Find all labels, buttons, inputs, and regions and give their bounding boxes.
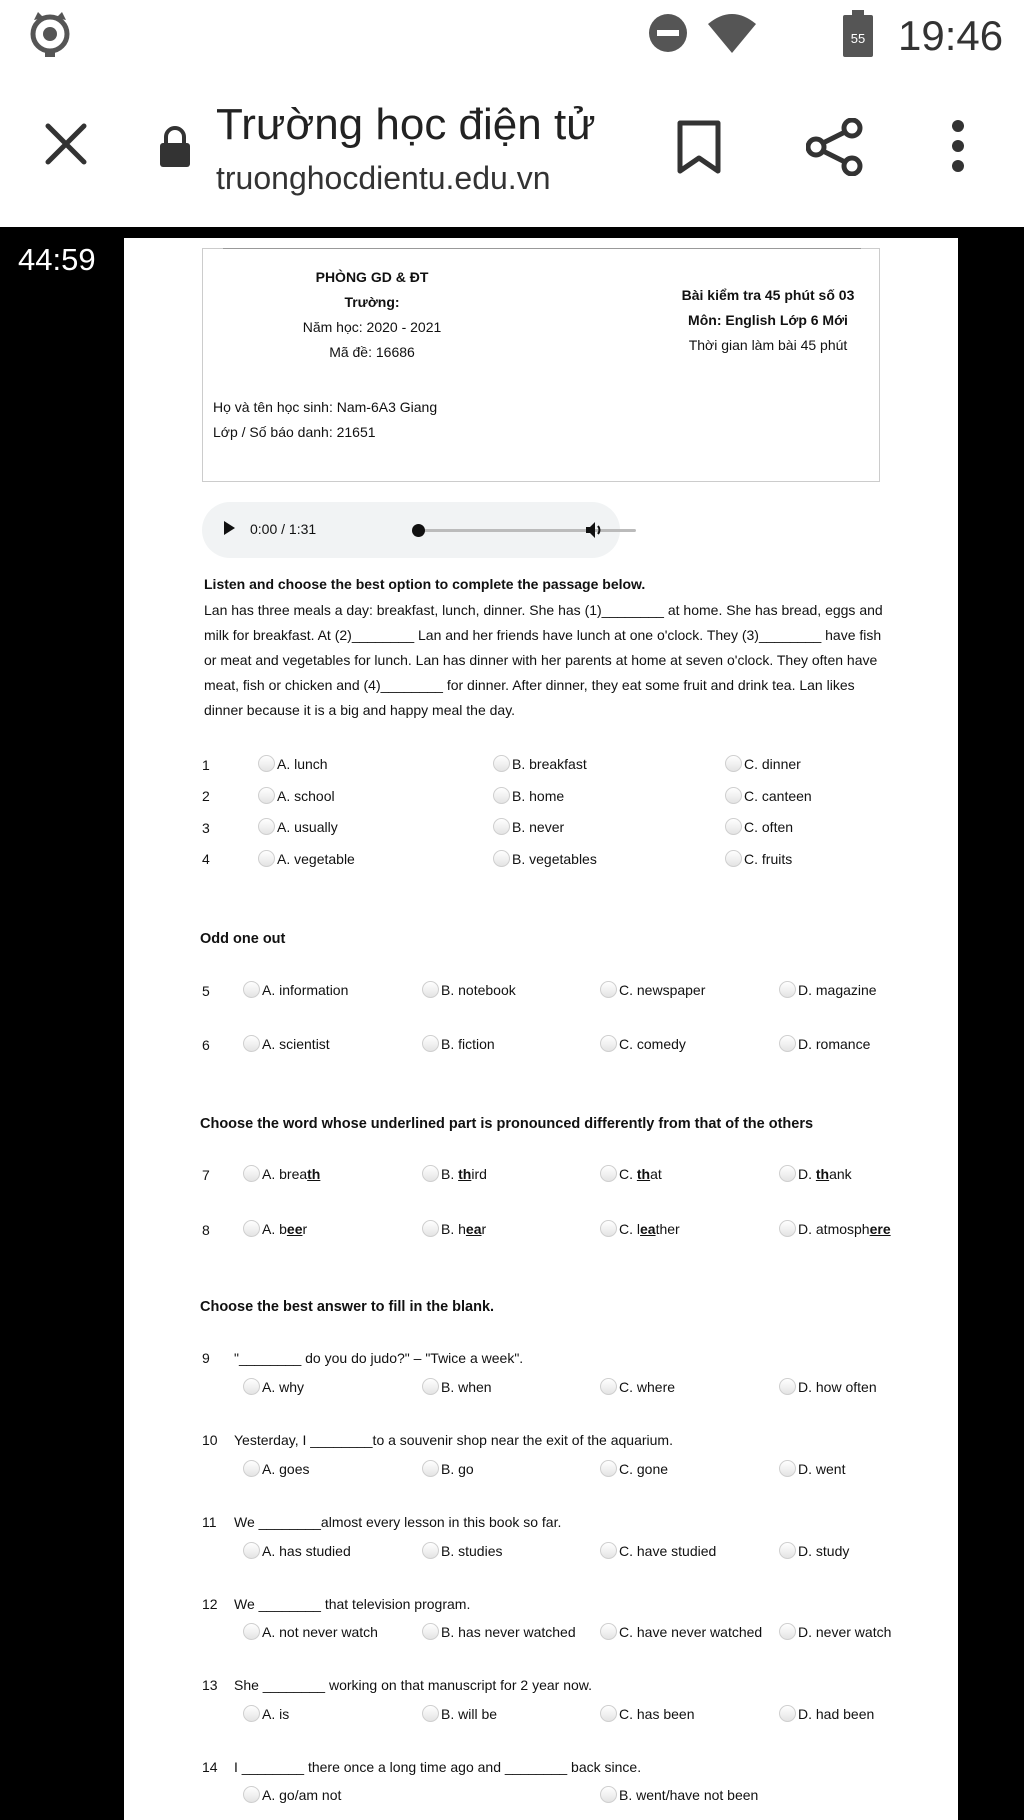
radio-button[interactable] xyxy=(493,850,510,867)
radio-button[interactable] xyxy=(600,1542,617,1559)
answer-option[interactable] xyxy=(422,1542,502,1559)
radio-button[interactable] xyxy=(493,818,510,835)
option-label: A. scientist xyxy=(262,1035,330,1052)
browser-toolbar xyxy=(0,70,1024,227)
answer-option[interactable] xyxy=(600,1623,762,1640)
radio-button[interactable] xyxy=(422,1623,439,1640)
option-label: C. dinner xyxy=(744,755,801,772)
radio-button[interactable] xyxy=(779,1623,796,1640)
volume-icon[interactable] xyxy=(584,520,604,545)
radio-button[interactable] xyxy=(779,1705,796,1722)
answer-option[interactable] xyxy=(422,981,516,998)
bookmark-icon[interactable] xyxy=(676,120,722,179)
header-divider xyxy=(223,248,861,249)
option-label: C. that xyxy=(619,1165,662,1182)
radio-button[interactable] xyxy=(600,1378,617,1395)
radio-button[interactable] xyxy=(422,981,439,998)
answer-option[interactable] xyxy=(779,1460,845,1477)
radio-button[interactable] xyxy=(422,1035,439,1052)
question-number: 5 xyxy=(202,983,210,999)
exam-subject: Môn: English Lớp 6 Mới xyxy=(688,312,848,328)
answer-option[interactable] xyxy=(258,755,328,772)
question-number: 10 xyxy=(202,1432,218,1448)
answer-option[interactable] xyxy=(600,1705,695,1722)
question-number: 8 xyxy=(202,1222,210,1238)
answer-option[interactable] xyxy=(422,1378,492,1395)
question-number: 6 xyxy=(202,1037,210,1053)
option-label: D. went xyxy=(798,1460,846,1477)
answer-option[interactable] xyxy=(243,1542,351,1559)
question-text: "________ do you do judo?" – "Twice a week". xyxy=(234,1350,524,1366)
answer-option[interactable] xyxy=(243,1378,304,1395)
answer-option[interactable] xyxy=(600,1035,686,1052)
option-label: C. leather xyxy=(619,1220,680,1237)
radio-button[interactable] xyxy=(725,787,742,804)
answer-option[interactable] xyxy=(422,1165,487,1182)
question-text: We ________almost every lesson in this book so far. xyxy=(234,1514,562,1530)
option-label: A. vegetable xyxy=(277,850,355,867)
option-label: B. hear xyxy=(441,1220,487,1237)
answer-option[interactable] xyxy=(779,1220,891,1237)
answer-option[interactable] xyxy=(243,1623,378,1640)
radio-button[interactable] xyxy=(258,755,275,772)
radio-button[interactable] xyxy=(779,1035,796,1052)
option-label: D. thank xyxy=(798,1165,852,1182)
exam-code: Mã đề: 16686 xyxy=(329,344,415,360)
option-label: C. has been xyxy=(619,1705,695,1722)
status-bar xyxy=(0,0,1024,70)
radio-button[interactable] xyxy=(243,1542,260,1559)
answer-option[interactable] xyxy=(243,1460,309,1477)
do-not-disturb-icon xyxy=(648,13,688,58)
answer-option[interactable] xyxy=(600,1786,758,1803)
answer-option[interactable] xyxy=(779,1165,852,1182)
option-label: A. information xyxy=(262,981,349,998)
answer-option[interactable] xyxy=(779,1705,874,1722)
answer-option[interactable] xyxy=(422,1623,576,1640)
question-number: 3 xyxy=(202,820,210,836)
radio-button[interactable] xyxy=(422,1378,439,1395)
answer-option[interactable] xyxy=(243,1220,307,1237)
option-label: A. school xyxy=(277,787,335,804)
radio-button[interactable] xyxy=(422,1705,439,1722)
option-label: C. fruits xyxy=(744,850,793,867)
radio-button[interactable] xyxy=(725,850,742,867)
option-label: D. how often xyxy=(798,1378,877,1395)
answer-option[interactable] xyxy=(600,1220,680,1237)
option-label: B. breakfast xyxy=(512,755,587,772)
answer-option[interactable] xyxy=(779,981,877,998)
radio-button[interactable] xyxy=(779,981,796,998)
radio-button[interactable] xyxy=(422,1542,439,1559)
school-label: Trường: xyxy=(344,294,400,310)
radio-button[interactable] xyxy=(600,1165,617,1182)
radio-button[interactable] xyxy=(600,1623,617,1640)
svg-text:55: 55 xyxy=(850,31,866,46)
answer-option[interactable] xyxy=(600,1460,668,1477)
option-label: B. home xyxy=(512,787,565,804)
wifi-icon xyxy=(706,12,758,59)
radio-button[interactable] xyxy=(779,1220,796,1237)
answer-option[interactable] xyxy=(600,1165,662,1182)
option-label: C. have never watched xyxy=(619,1623,763,1640)
option-label: A. go/am not xyxy=(262,1786,342,1803)
exam-header xyxy=(202,248,880,482)
answer-option[interactable] xyxy=(779,1623,891,1640)
question-number: 11 xyxy=(202,1514,217,1530)
question-number: 1 xyxy=(202,757,210,773)
audio-player xyxy=(202,502,620,558)
answer-option[interactable] xyxy=(600,981,705,998)
exam-page xyxy=(124,238,958,1820)
option-label: A. beer xyxy=(262,1220,308,1237)
audio-seek-thumb[interactable] xyxy=(412,524,425,537)
app-notification-icon xyxy=(28,10,72,58)
answer-option[interactable] xyxy=(779,1542,849,1559)
status-clock: 19:46 xyxy=(898,12,1004,59)
question-text: I ________ there once a long time ago and ________ back since. xyxy=(234,1759,642,1775)
answer-option[interactable] xyxy=(422,1220,486,1237)
option-label: D. romance xyxy=(798,1035,871,1052)
answer-option[interactable] xyxy=(493,787,564,804)
radio-button[interactable] xyxy=(243,981,260,998)
radio-button[interactable] xyxy=(258,850,275,867)
option-label: C. newspaper xyxy=(619,981,706,998)
radio-button[interactable] xyxy=(600,1786,617,1803)
answer-option[interactable] xyxy=(422,1460,474,1477)
radio-button[interactable] xyxy=(243,1165,260,1182)
radio-button[interactable] xyxy=(600,1035,617,1052)
lock-icon xyxy=(158,126,192,173)
answer-option[interactable] xyxy=(779,1378,877,1395)
radio-button[interactable] xyxy=(600,1460,617,1477)
option-label: C. where xyxy=(619,1378,676,1395)
student-class: Lớp / Số báo danh: 21651 xyxy=(213,424,376,440)
battery-icon xyxy=(842,10,874,63)
answer-option[interactable] xyxy=(725,755,801,772)
option-label: A. goes xyxy=(262,1460,310,1477)
answer-option[interactable] xyxy=(725,850,792,867)
exam-duration: Thời gian làm bài 45 phút xyxy=(688,337,848,353)
radio-button[interactable] xyxy=(243,1786,260,1803)
answer-option[interactable] xyxy=(243,1035,330,1052)
question-number: 12 xyxy=(202,1596,218,1612)
option-label: B. has never watched xyxy=(441,1623,576,1640)
answer-option[interactable] xyxy=(243,1165,320,1182)
answer-option[interactable] xyxy=(243,981,348,998)
option-label: B. third xyxy=(441,1165,487,1182)
radio-button[interactable] xyxy=(725,818,742,835)
answer-option[interactable] xyxy=(243,1705,289,1722)
option-label: D. atmosphere xyxy=(798,1220,891,1237)
option-label: D. magazine xyxy=(798,981,877,998)
section-title: Choose the best answer to fill in the blank. xyxy=(200,1299,495,1315)
answer-option[interactable] xyxy=(600,1542,716,1559)
option-label: A. why xyxy=(262,1378,305,1395)
option-label: C. have studied xyxy=(619,1542,717,1559)
option-label: A. has studied xyxy=(262,1542,351,1559)
question-number: 13 xyxy=(202,1677,218,1693)
radio-button[interactable] xyxy=(243,1035,260,1052)
question-text: She ________ working on that manuscript for 2 year now. xyxy=(234,1677,592,1693)
question-number: 9 xyxy=(202,1350,210,1366)
option-label: A. is xyxy=(262,1705,290,1722)
radio-button[interactable] xyxy=(243,1623,260,1640)
option-label: B. fiction xyxy=(441,1035,495,1052)
option-label: C. canteen xyxy=(744,787,812,804)
listening-instruction: Listen and choose the best option to complete the passage below. xyxy=(204,576,646,592)
radio-button[interactable] xyxy=(725,755,742,772)
answer-option[interactable] xyxy=(258,850,355,867)
option-label: D. never watch xyxy=(798,1623,892,1640)
answer-option[interactable] xyxy=(258,787,335,804)
department-label: PHÒNG GD & ĐT xyxy=(315,269,429,285)
radio-button[interactable] xyxy=(258,787,275,804)
question-text: We ________ that television program. xyxy=(234,1596,471,1612)
answer-option[interactable] xyxy=(725,787,812,804)
close-icon[interactable] xyxy=(44,122,88,171)
radio-button[interactable] xyxy=(493,755,510,772)
option-label: A. breath xyxy=(262,1165,321,1182)
radio-button[interactable] xyxy=(422,1220,439,1237)
listening-passage: Lan has three meals a day: breakfast, lunch, dinner. She has (1)________ at home. She has bread, eggs and milk for breakfast. At (2)________ Lan and her friends have lunch at one o'clock. They (3)________ have fish or meat and vegetables for lunch. Lan has dinner with her parents at home at seven o'clock. They often have meat, fish or chicken and (4)________ for dinner. After dinner, they eat some fruit and drink tea. Lan likes dinner because it is a big and happy meal the day. xyxy=(204,602,883,718)
audio-time: 0:00 / 1:31 xyxy=(250,521,317,537)
answer-option[interactable] xyxy=(493,755,587,772)
option-label: A. usually xyxy=(277,818,338,835)
option-label: A. lunch xyxy=(277,755,328,772)
radio-button[interactable] xyxy=(422,1165,439,1182)
option-label: B. when xyxy=(441,1378,492,1395)
option-label: C. often xyxy=(744,818,794,835)
answer-option[interactable] xyxy=(422,1705,497,1722)
option-label: B. went/have not been xyxy=(619,1786,759,1803)
question-number: 7 xyxy=(202,1167,210,1183)
answer-option[interactable] xyxy=(493,818,564,835)
option-label: B. never xyxy=(512,818,565,835)
answer-option[interactable] xyxy=(725,818,793,835)
answer-option[interactable] xyxy=(493,850,597,867)
radio-button[interactable] xyxy=(493,787,510,804)
answer-option[interactable] xyxy=(779,1035,870,1052)
option-label: C. gone xyxy=(619,1460,669,1477)
option-label: A. not never watch xyxy=(262,1623,378,1640)
answer-option[interactable] xyxy=(422,1035,495,1052)
option-label: B. go xyxy=(441,1460,474,1477)
option-label: B. studies xyxy=(441,1542,503,1559)
countdown-timer: 44:59 xyxy=(18,242,96,277)
section-title: Choose the word whose underlined part is pronounced differently from that of the others xyxy=(200,1116,814,1132)
option-label: C. comedy xyxy=(619,1035,686,1052)
radio-button[interactable] xyxy=(779,1460,796,1477)
question-number: 4 xyxy=(202,851,210,867)
radio-button[interactable] xyxy=(243,1220,260,1237)
radio-button[interactable] xyxy=(243,1705,260,1722)
option-label: D. had been xyxy=(798,1705,875,1722)
exam-title: Bài kiểm tra 45 phút số 03 xyxy=(681,287,855,303)
answer-option[interactable] xyxy=(243,1786,341,1803)
share-icon[interactable] xyxy=(806,118,864,181)
school-year: Năm học: 2020 - 2021 xyxy=(302,319,442,335)
option-label: D. study xyxy=(798,1542,850,1559)
radio-button[interactable] xyxy=(600,1220,617,1237)
play-icon[interactable] xyxy=(224,521,235,535)
radio-button[interactable] xyxy=(243,1460,260,1477)
radio-button[interactable] xyxy=(779,1378,796,1395)
radio-button[interactable] xyxy=(779,1542,796,1559)
radio-button[interactable] xyxy=(600,981,617,998)
option-label: B. notebook xyxy=(441,981,516,998)
more-options-icon[interactable] xyxy=(948,120,968,177)
radio-button[interactable] xyxy=(243,1378,260,1395)
section-title: Odd one out xyxy=(200,931,286,947)
option-label: B. will be xyxy=(441,1705,498,1722)
question-number: 2 xyxy=(202,788,210,804)
radio-button[interactable] xyxy=(258,818,275,835)
radio-button[interactable] xyxy=(779,1165,796,1182)
question-number: 14 xyxy=(202,1759,218,1775)
radio-button[interactable] xyxy=(600,1705,617,1722)
answer-option[interactable] xyxy=(600,1378,675,1395)
option-label: B. vegetables xyxy=(512,850,597,867)
student-name: Họ và tên học sinh: Nam-6A3 Giang xyxy=(213,399,438,415)
page-url: truonghocdientu.edu.vn xyxy=(216,160,551,196)
question-text: Yesterday, I ________to a souvenir shop near the exit of the aquarium. xyxy=(234,1432,673,1448)
answer-option[interactable] xyxy=(258,818,338,835)
page-title: Trường học điện tử xyxy=(216,100,596,149)
radio-button[interactable] xyxy=(422,1460,439,1477)
